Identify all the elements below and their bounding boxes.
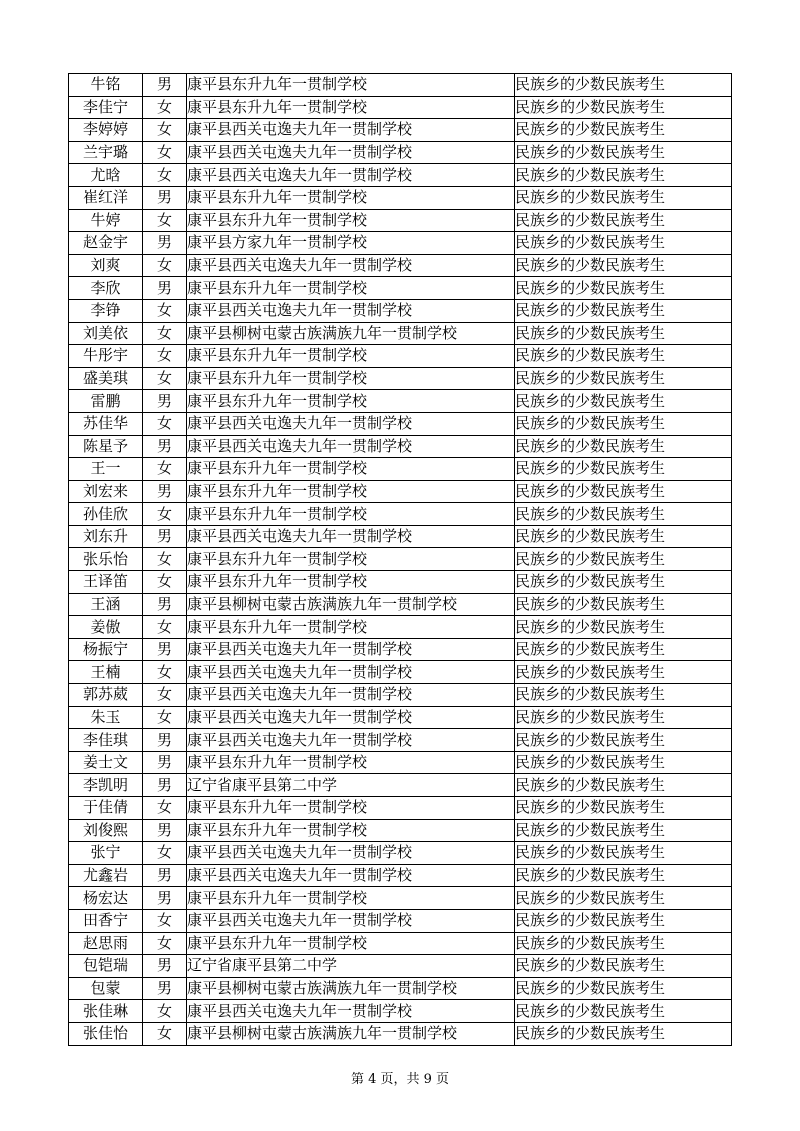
school-cell: 康平县西关屯逸夫九年一贯制学校	[187, 164, 515, 187]
page-footer	[0, 1068, 800, 1087]
table-row	[69, 819, 732, 842]
category-cell: 民族乡的少数民族考生	[515, 571, 732, 594]
category-cell: 民族乡的少数民族考生	[515, 209, 732, 232]
category-cell: 民族乡的少数民族考生	[515, 932, 732, 955]
category-cell: 民族乡的少数民族考生	[515, 435, 732, 458]
school-cell: 康平县东升九年一贯制学校	[187, 548, 515, 571]
table-row	[69, 525, 732, 548]
school-cell: 康平县西关屯逸夫九年一贯制学校	[187, 842, 515, 865]
gender-cell: 男	[143, 729, 187, 752]
school-cell: 康平县西关屯逸夫九年一贯制学校	[187, 141, 515, 164]
table-row	[69, 684, 732, 707]
student-name-cell: 杨宏达	[69, 887, 143, 910]
category-cell: 民族乡的少数民族考生	[515, 661, 732, 684]
student-name-cell: 李铮	[69, 299, 143, 322]
school-cell: 康平县西关屯逸夫九年一贯制学校	[187, 435, 515, 458]
table-row	[69, 774, 732, 797]
table-row	[69, 706, 732, 729]
school-cell: 康平县东升九年一贯制学校	[187, 751, 515, 774]
student-name-cell: 王一	[69, 458, 143, 481]
table-row	[69, 842, 732, 865]
category-cell: 民族乡的少数民族考生	[515, 729, 732, 752]
category-cell: 民族乡的少数民族考生	[515, 1000, 732, 1023]
student-name-cell: 盛美琪	[69, 367, 143, 390]
school-cell: 康平县东升九年一贯制学校	[187, 458, 515, 481]
school-cell: 康平县东升九年一贯制学校	[187, 74, 515, 97]
gender-cell: 女	[143, 322, 187, 345]
student-name-cell: 李欣	[69, 277, 143, 300]
category-cell: 民族乡的少数民族考生	[515, 955, 732, 978]
school-cell: 辽宁省康平县第二中学	[187, 774, 515, 797]
student-name-cell: 刘东升	[69, 525, 143, 548]
student-name-cell: 朱玉	[69, 706, 143, 729]
gender-cell: 女	[143, 299, 187, 322]
table-row	[69, 412, 732, 435]
table-row	[69, 932, 732, 955]
gender-cell: 女	[143, 96, 187, 119]
student-name-cell: 李佳琪	[69, 729, 143, 752]
school-cell: 康平县东升九年一贯制学校	[187, 571, 515, 594]
gender-cell: 女	[143, 1000, 187, 1023]
student-name-cell: 王译笛	[69, 571, 143, 594]
category-cell: 民族乡的少数民族考生	[515, 277, 732, 300]
school-cell: 康平县东升九年一贯制学校	[187, 277, 515, 300]
category-cell: 民族乡的少数民族考生	[515, 977, 732, 1000]
category-cell: 民族乡的少数民族考生	[515, 842, 732, 865]
school-cell: 康平县东升九年一贯制学校	[187, 616, 515, 639]
student-name-cell: 雷鹏	[69, 390, 143, 413]
student-name-cell: 赵思雨	[69, 932, 143, 955]
school-cell: 康平县柳树屯蒙古族满族九年一贯制学校	[187, 322, 515, 345]
gender-cell: 女	[143, 909, 187, 932]
roster-table-body	[69, 74, 732, 1046]
table-row	[69, 390, 732, 413]
gender-cell: 男	[143, 232, 187, 255]
student-name-cell: 张佳琳	[69, 1000, 143, 1023]
gender-cell: 男	[143, 277, 187, 300]
table-row	[69, 955, 732, 978]
school-cell: 康平县西关屯逸夫九年一贯制学校	[187, 706, 515, 729]
school-cell: 康平县柳树屯蒙古族满族九年一贯制学校	[187, 593, 515, 616]
gender-cell: 男	[143, 74, 187, 97]
gender-cell: 女	[143, 684, 187, 707]
school-cell: 康平县西关屯逸夫九年一贯制学校	[187, 254, 515, 277]
category-cell: 民族乡的少数民族考生	[515, 503, 732, 526]
gender-cell: 男	[143, 525, 187, 548]
student-name-cell: 王涵	[69, 593, 143, 616]
table-row	[69, 322, 732, 345]
student-name-cell: 姜士文	[69, 751, 143, 774]
school-cell: 康平县东升九年一贯制学校	[187, 209, 515, 232]
student-name-cell: 孙佳欣	[69, 503, 143, 526]
student-name-cell: 尤鑫岩	[69, 864, 143, 887]
student-name-cell: 刘美依	[69, 322, 143, 345]
school-cell: 辽宁省康平县第二中学	[187, 955, 515, 978]
category-cell: 民族乡的少数民族考生	[515, 864, 732, 887]
table-row	[69, 74, 732, 97]
school-cell: 康平县西关屯逸夫九年一贯制学校	[187, 412, 515, 435]
student-name-cell: 张佳怡	[69, 1022, 143, 1045]
category-cell: 民族乡的少数民族考生	[515, 74, 732, 97]
student-name-cell: 赵金宇	[69, 232, 143, 255]
gender-cell: 女	[143, 797, 187, 820]
student-name-cell: 张乐怡	[69, 548, 143, 571]
table-row	[69, 977, 732, 1000]
table-row	[69, 345, 732, 368]
school-cell: 康平县东升九年一贯制学校	[187, 345, 515, 368]
school-cell: 康平县柳树屯蒙古族满族九年一贯制学校	[187, 1022, 515, 1045]
category-cell: 民族乡的少数民族考生	[515, 322, 732, 345]
student-name-cell: 刘宏来	[69, 480, 143, 503]
table-row	[69, 616, 732, 639]
table-row	[69, 435, 732, 458]
school-cell: 康平县东升九年一贯制学校	[187, 503, 515, 526]
table-row	[69, 1022, 732, 1045]
table-row	[69, 887, 732, 910]
student-name-cell: 张宁	[69, 842, 143, 865]
table-row	[69, 548, 732, 571]
roster-table	[68, 73, 732, 1046]
table-row	[69, 299, 732, 322]
school-cell: 康平县西关屯逸夫九年一贯制学校	[187, 909, 515, 932]
category-cell: 民族乡的少数民族考生	[515, 367, 732, 390]
student-name-cell: 牛彤宇	[69, 345, 143, 368]
category-cell: 民族乡的少数民族考生	[515, 616, 732, 639]
school-cell: 康平县方家九年一贯制学校	[187, 232, 515, 255]
gender-cell: 男	[143, 977, 187, 1000]
gender-cell: 女	[143, 458, 187, 481]
gender-cell: 男	[143, 887, 187, 910]
table-row	[69, 751, 732, 774]
gender-cell: 女	[143, 367, 187, 390]
category-cell: 民族乡的少数民族考生	[515, 164, 732, 187]
table-row	[69, 593, 732, 616]
table-row	[69, 729, 732, 752]
school-cell: 康平县西关屯逸夫九年一贯制学校	[187, 661, 515, 684]
gender-cell: 男	[143, 864, 187, 887]
school-cell: 康平县西关屯逸夫九年一贯制学校	[187, 1000, 515, 1023]
student-name-cell: 包铠瑞	[69, 955, 143, 978]
school-cell: 康平县柳树屯蒙古族满族九年一贯制学校	[187, 977, 515, 1000]
school-cell: 康平县东升九年一贯制学校	[187, 819, 515, 842]
school-cell: 康平县东升九年一贯制学校	[187, 797, 515, 820]
gender-cell: 女	[143, 616, 187, 639]
gender-cell: 男	[143, 480, 187, 503]
table-row	[69, 254, 732, 277]
category-cell: 民族乡的少数民族考生	[515, 458, 732, 481]
category-cell: 民族乡的少数民族考生	[515, 887, 732, 910]
table-row	[69, 96, 732, 119]
school-cell: 康平县西关屯逸夫九年一贯制学校	[187, 684, 515, 707]
table-row	[69, 864, 732, 887]
school-cell: 康平县西关屯逸夫九年一贯制学校	[187, 864, 515, 887]
category-cell: 民族乡的少数民族考生	[515, 232, 732, 255]
student-name-cell: 牛铭	[69, 74, 143, 97]
category-cell: 民族乡的少数民族考生	[515, 548, 732, 571]
gender-cell: 女	[143, 932, 187, 955]
category-cell: 民族乡的少数民族考生	[515, 797, 732, 820]
student-name-cell: 李婷婷	[69, 119, 143, 142]
school-cell: 康平县西关屯逸夫九年一贯制学校	[187, 299, 515, 322]
gender-cell: 女	[143, 571, 187, 594]
category-cell: 民族乡的少数民族考生	[515, 96, 732, 119]
gender-cell: 男	[143, 955, 187, 978]
table-row	[69, 209, 732, 232]
school-cell: 康平县东升九年一贯制学校	[187, 480, 515, 503]
student-name-cell: 刘爽	[69, 254, 143, 277]
school-cell: 康平县东升九年一贯制学校	[187, 367, 515, 390]
table-row	[69, 909, 732, 932]
table-row	[69, 141, 732, 164]
student-name-cell: 崔红洋	[69, 186, 143, 209]
category-cell: 民族乡的少数民族考生	[515, 254, 732, 277]
category-cell: 民族乡的少数民族考生	[515, 1022, 732, 1045]
school-cell: 康平县东升九年一贯制学校	[187, 96, 515, 119]
gender-cell: 男	[143, 774, 187, 797]
student-name-cell: 尤晗	[69, 164, 143, 187]
school-cell: 康平县西关屯逸夫九年一贯制学校	[187, 638, 515, 661]
gender-cell: 男	[143, 819, 187, 842]
student-name-cell: 包蒙	[69, 977, 143, 1000]
school-cell: 康平县东升九年一贯制学校	[187, 390, 515, 413]
school-cell: 康平县东升九年一贯制学校	[187, 932, 515, 955]
gender-cell: 男	[143, 186, 187, 209]
category-cell: 民族乡的少数民族考生	[515, 593, 732, 616]
gender-cell: 女	[143, 412, 187, 435]
gender-cell: 女	[143, 1022, 187, 1045]
student-name-cell: 于佳倩	[69, 797, 143, 820]
student-name-cell: 苏佳华	[69, 412, 143, 435]
student-name-cell: 刘俊熙	[69, 819, 143, 842]
table-row	[69, 661, 732, 684]
gender-cell: 男	[143, 751, 187, 774]
table-row	[69, 480, 732, 503]
category-cell: 民族乡的少数民族考生	[515, 638, 732, 661]
student-name-cell: 田香宁	[69, 909, 143, 932]
page-number: 第 4 页，共 9 页	[350, 1072, 450, 1087]
gender-cell: 女	[143, 141, 187, 164]
student-name-cell: 兰宇璐	[69, 141, 143, 164]
student-name-cell: 姜傲	[69, 616, 143, 639]
gender-cell: 女	[143, 548, 187, 571]
student-name-cell: 李佳宁	[69, 96, 143, 119]
school-cell: 康平县西关屯逸夫九年一贯制学校	[187, 729, 515, 752]
table-row	[69, 503, 732, 526]
gender-cell: 女	[143, 164, 187, 187]
gender-cell: 男	[143, 390, 187, 413]
gender-cell: 男	[143, 638, 187, 661]
gender-cell: 男	[143, 435, 187, 458]
gender-cell: 女	[143, 254, 187, 277]
student-name-cell: 王楠	[69, 661, 143, 684]
student-name-cell: 郭苏葳	[69, 684, 143, 707]
category-cell: 民族乡的少数民族考生	[515, 299, 732, 322]
gender-cell: 女	[143, 706, 187, 729]
table-row	[69, 367, 732, 390]
gender-cell: 女	[143, 209, 187, 232]
gender-cell: 女	[143, 119, 187, 142]
table-row	[69, 186, 732, 209]
gender-cell: 男	[143, 593, 187, 616]
table-row	[69, 1000, 732, 1023]
category-cell: 民族乡的少数民族考生	[515, 119, 732, 142]
category-cell: 民族乡的少数民族考生	[515, 819, 732, 842]
gender-cell: 女	[143, 661, 187, 684]
category-cell: 民族乡的少数民族考生	[515, 480, 732, 503]
category-cell: 民族乡的少数民族考生	[515, 141, 732, 164]
table-row	[69, 277, 732, 300]
gender-cell: 女	[143, 345, 187, 368]
table-row	[69, 232, 732, 255]
table-row	[69, 164, 732, 187]
school-cell: 康平县西关屯逸夫九年一贯制学校	[187, 525, 515, 548]
category-cell: 民族乡的少数民族考生	[515, 706, 732, 729]
table-row	[69, 638, 732, 661]
table-row	[69, 119, 732, 142]
gender-cell: 女	[143, 503, 187, 526]
school-cell: 康平县西关屯逸夫九年一贯制学校	[187, 119, 515, 142]
category-cell: 民族乡的少数民族考生	[515, 774, 732, 797]
school-cell: 康平县东升九年一贯制学校	[187, 887, 515, 910]
category-cell: 民族乡的少数民族考生	[515, 412, 732, 435]
gender-cell: 女	[143, 842, 187, 865]
student-name-cell: 牛婷	[69, 209, 143, 232]
category-cell: 民族乡的少数民族考生	[515, 909, 732, 932]
table-row	[69, 458, 732, 481]
school-cell: 康平县东升九年一贯制学校	[187, 186, 515, 209]
category-cell: 民族乡的少数民族考生	[515, 186, 732, 209]
category-cell: 民族乡的少数民族考生	[515, 390, 732, 413]
category-cell: 民族乡的少数民族考生	[515, 525, 732, 548]
student-name-cell: 杨振宁	[69, 638, 143, 661]
category-cell: 民族乡的少数民族考生	[515, 345, 732, 368]
student-name-cell: 李凯明	[69, 774, 143, 797]
table-row	[69, 571, 732, 594]
table-row	[69, 797, 732, 820]
category-cell: 民族乡的少数民族考生	[515, 751, 732, 774]
student-name-cell: 陈星予	[69, 435, 143, 458]
category-cell: 民族乡的少数民族考生	[515, 684, 732, 707]
